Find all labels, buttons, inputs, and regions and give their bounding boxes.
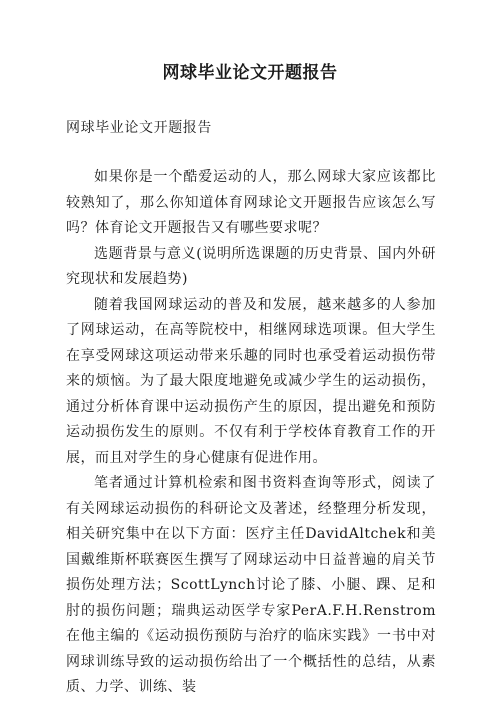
paragraph-section-heading: 选题背景与意义(说明所选课题的历史背景、国内外研究现状和发展趋势) <box>66 245 436 287</box>
document-body <box>66 165 436 701</box>
paragraph-intro: 如果你是一个酷爱运动的人，那么网球大家应该都比较熟知了，那么你知道体育网球论文开题报告应该怎么写吗？体育论文开题报告又有哪些要求呢？ <box>66 169 436 236</box>
paragraph-background: 随着我国网球运动的普及和发展，越来越多的人参加了网球运动，在高等院校中，相继网球选项课。但大学生在享受网球这项运动带来乐趣的同时也承受着运动损伤带来的烦恼。为了最大限度地避免或减少学生的运动损伤，通过分析体育课中运动损伤产生的原因，提出避免和预防运动损伤发生的原则。不仅有利于学校体育教育工作的开展，而且对学生的身心健康有促进作用。 <box>66 296 436 466</box>
document-subtitle: 网球毕业论文开题报告 <box>66 120 212 136</box>
paragraph-literature: 笔者通过计算机检索和图书资料查询等形式，阅读了有关网球运动损伤的科研论文及著述，经整理分析发现，相关研究集中在以下方面：医疗主任DavidAltchek和美国戴维斯杯联赛医生撰写了网球运动中日益普遍的肩关节损伤处理方法；ScottLynch讨论了膝、小腿、踝、足和肘的损伤问题；瑞典运动医学专家PerA.F.H.Renstrom在他主编的《运动损伤预防与治疗的临床实践》一书中对网球训练导致的运动损伤给出了一个概括性的总结，从素质、力学、训练、装 <box>66 475 436 695</box>
document-title: 网球毕业论文开题报告 <box>162 63 338 83</box>
